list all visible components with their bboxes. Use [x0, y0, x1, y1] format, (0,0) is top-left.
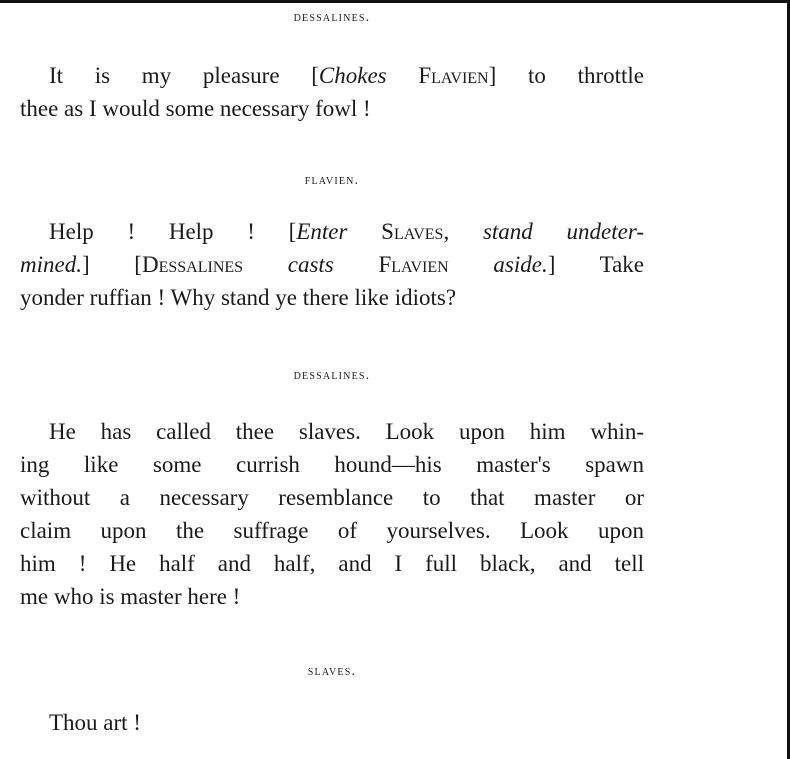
- speech-paragraph: [20, 59, 644, 125]
- dialogue-text: [334, 252, 379, 277]
- text-line: [20, 415, 644, 448]
- dialogue-text: me who is master here !: [20, 584, 241, 609]
- dialogue-text: [449, 252, 494, 277]
- dialogue-text: ing like some currish hound—his master's spawn: [20, 452, 644, 477]
- dialogue-text: yonder ruffian ! Why stand ye there like idiots?: [20, 285, 457, 310]
- dialogue-text: him ! He half and half, and I full black, and tell: [20, 551, 644, 576]
- dialogue-text: [387, 63, 419, 88]
- dialogue-text: claim upon the suffrage of yourselves. Look upon: [20, 518, 644, 543]
- dialogue-text: [243, 252, 288, 277]
- text-line: [20, 547, 644, 580]
- stage-direction-text: Enter: [296, 219, 348, 244]
- text-line: [20, 215, 644, 248]
- text-line: [20, 481, 644, 514]
- dialogue-text: ,: [443, 219, 483, 244]
- dialogue-text: thee as I would some necessary fowl !: [20, 96, 371, 121]
- speaker-heading: dessalines.: [293, 10, 371, 25]
- character-name: Dessalines: [141, 252, 244, 277]
- text-line: [20, 92, 644, 125]
- stage-direction-text: stand undeter-: [482, 219, 644, 244]
- speaker-heading: flavien.: [304, 173, 360, 188]
- dialogue-text: He has called thee slaves. Look upon him whin-: [49, 419, 644, 444]
- text-line: [20, 514, 644, 547]
- character-name: Flavien: [418, 63, 489, 88]
- dialogue-text: without a necessary resemblance to that master or: [20, 485, 644, 510]
- stage-direction-text: Chokes: [318, 63, 387, 88]
- top-border: [0, 0, 790, 3]
- dialogue-text: Help ! Help ! [: [49, 219, 297, 244]
- dialogue-text: ] to throttle: [488, 63, 644, 88]
- text-line: [20, 281, 644, 314]
- speaker-heading: slaves.: [307, 664, 357, 679]
- dialogue-text: It is my pleasure [: [49, 63, 319, 88]
- stage-direction-text: casts: [287, 252, 334, 277]
- speech-paragraph: [20, 415, 644, 613]
- text-line: [20, 59, 644, 92]
- text-line: [20, 580, 644, 613]
- dialogue-text: ] Take: [547, 252, 645, 277]
- speaker-heading: dessalines.: [293, 368, 371, 383]
- dialogue-text: [347, 219, 381, 244]
- character-name: Slaves: [381, 219, 444, 244]
- dialogue-text: Thou art !: [49, 710, 141, 735]
- text-line: [20, 248, 644, 281]
- stage-direction-text: aside.: [493, 252, 548, 277]
- dialogue-text: ] [: [81, 252, 142, 277]
- text-line: [20, 706, 644, 739]
- character-name: Flavien: [378, 252, 449, 277]
- stage-direction-text: mined.: [20, 252, 82, 277]
- speech-paragraph: [20, 215, 644, 314]
- speech-paragraph: [20, 706, 644, 739]
- text-line: [20, 448, 644, 481]
